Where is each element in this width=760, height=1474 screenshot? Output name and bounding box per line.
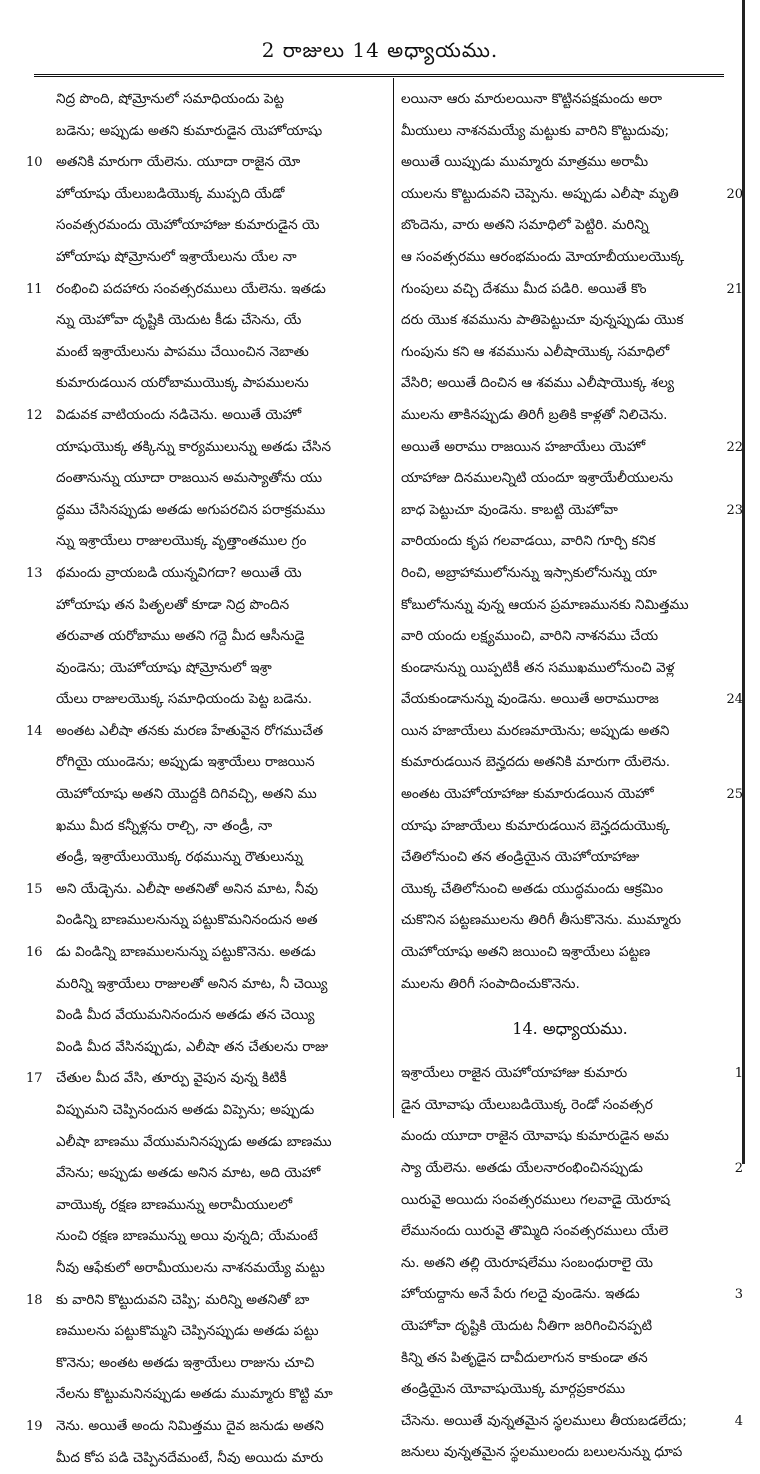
line-text: యెహోయాషు అతని జయించి ఇశ్రాయేలు పట్టణ	[401, 944, 651, 961]
line-text: నిద్ర పొంది, షోమ్రోనులో సమాధియందు పెట్ట	[56, 91, 285, 107]
line-text: ఆ సంవత్సరము ఆరంభమందు మోయాబీయులయొక్క	[401, 248, 685, 265]
line-text: బాధ పెట్టుచూ వుండెను. కాబట్టి యెహోవా	[401, 501, 618, 518]
line-text: నేలను కొట్టుమనినప్పుడు అతడు ముమ్మారు కొట్టి మా	[56, 1386, 333, 1403]
line-text: వుండెను; యెహోయాషు షోమ్రోనులో ఇశ్రా	[56, 659, 272, 676]
line-text: గుంపును కని ఆ శవమును ఎలీషాయొక్క సమాధిలో	[401, 343, 670, 360]
text-line	[26, 716, 392, 748]
text-line	[401, 874, 739, 906]
text-line	[36, 242, 392, 274]
line-text: హోయద్దాను అనే పేరు గలదై వుండెను. ఇతడు	[401, 1286, 640, 1303]
text-line	[401, 1121, 739, 1153]
text-line	[401, 811, 739, 843]
text-line	[26, 400, 392, 432]
text-line	[401, 1153, 743, 1185]
text-line	[36, 1379, 392, 1411]
text-line	[36, 969, 392, 1001]
line-text: దంతానున్ను యూదా రాజయిన అమస్యాతోను యు	[56, 470, 323, 487]
line-text: థమందు వ్రాయబడి యున్నవిగదా? అయితే యె	[56, 564, 302, 581]
line-text: విడువక వాటియందు నడిచెను. అయితే యెహో	[56, 406, 302, 423]
text-line	[36, 1348, 392, 1380]
text-line	[401, 1058, 743, 1090]
text-line	[26, 1063, 392, 1095]
text-line	[36, 1443, 392, 1474]
line-text: కుమారుడయిన యరోబాముయొక్క పాపములను	[56, 375, 309, 392]
text-line	[36, 747, 392, 779]
text-line	[36, 305, 392, 337]
line-text: అయితే అరాము రాజయిన హజాయేలు యెహో	[401, 438, 646, 455]
line-text: విండి మీద వేయుమనినందున అతడు తన చెయ్యి	[56, 1007, 315, 1024]
text-line	[36, 653, 392, 685]
line-text: యులను కొట్టుదువని చెప్పెను. అప్పుడు ఎలీషా మృతి	[401, 185, 679, 202]
verse-number: 22	[726, 439, 743, 455]
text-line	[401, 1216, 739, 1248]
line-text: డైన యోవాషు యేలుబడియొక్క రెండో సంవత్సర	[401, 1096, 653, 1113]
line-text: ఎలీషా బాణము వేయుమనినప్పుడు అతడు బాణము	[56, 1133, 332, 1150]
line-text: యొక్క చేతిలోనుంచి అతడు యుద్ధమందు ఆక్రమిం	[401, 880, 664, 897]
line-text: ఖము మీద కన్నీళ్లను రాల్చి, నా తండ్రీ, నా	[56, 817, 273, 834]
text-line	[26, 1411, 392, 1443]
line-text: వేయకుండానున్ను వుండెను. అయితే అరామురాజ	[401, 691, 659, 708]
line-text: హోయాషు షోమ్రోనులో ఇశ్రాయేలును యేల నా	[56, 248, 297, 265]
line-text: కుండానున్ను యిప్పటికీ తన సముఖములోనుంచి వెళ్ల	[401, 659, 675, 676]
text-line	[401, 526, 739, 558]
line-text: నీవు ఆఫేకులో అరామీయులను నాశనమయ్యే మట్టు	[56, 1259, 325, 1276]
text-line	[401, 305, 739, 337]
line-text: అంతట యెహోయాహాజు కుమారుడయిన యెహో	[401, 786, 654, 803]
text-line	[401, 1279, 743, 1311]
line-text: బడెను; అప్పుడు అతని కుమారుడైన యెహోయాషు	[56, 122, 323, 139]
text-line	[401, 179, 743, 211]
text-line	[401, 274, 743, 306]
line-text: లయినా ఆరు మారులయినా కొట్టినపక్షమందు అరా	[401, 91, 662, 107]
text-line	[401, 84, 739, 116]
text-line	[401, 1343, 739, 1375]
line-text: తండ్రియైన యోవాషుయొక్క మార్గప్రకారము	[401, 1381, 626, 1398]
text-line	[401, 210, 739, 242]
line-text: ద్ధము చేసినప్పుడు అతడు అగుపరచిన పరాక్రమము	[56, 501, 326, 518]
text-line	[401, 1248, 739, 1280]
line-text: మంటే ఇశ్రాయేలును పాపము చేయించిన నెబాతు	[56, 343, 309, 360]
text-line	[36, 590, 392, 622]
text-line	[401, 842, 739, 874]
text-line	[401, 1311, 739, 1343]
verse-number: 18	[26, 1292, 43, 1308]
line-text: వేసిరి; అయితే దించిన ఆ శవము ఎలీషాయొక్క శల్య	[401, 375, 675, 392]
line-text: సంవత్సరమందు యెహోయాహాజు కుమారుడైన యె	[56, 217, 320, 234]
text-line	[401, 590, 739, 622]
right-column-top	[401, 84, 743, 1000]
line-text: యిరువై అయిదు సంవత్సరములు గలవాడై యెరూష	[401, 1191, 671, 1208]
line-text: యిన హజాయేలు మరణమాయెను; అప్పుడు అతని	[401, 722, 670, 739]
line-text: వేసెను; అప్పుడు అతడు అనిన మాట, అది యెహో	[56, 1165, 321, 1182]
line-text: విండిన్ని బాణములనున్ను పట్టుకొమనినందున అత	[56, 912, 318, 929]
text-line	[401, 558, 739, 590]
line-text: లేమునందు యిరువై తొమ్మిది సంవత్సరములు యేలె	[401, 1223, 669, 1240]
text-line	[36, 210, 392, 242]
text-line	[26, 937, 392, 969]
line-text: రించి, అబ్రాహాములోనున్ను ఇస్సాకులోనున్ను యా	[401, 564, 657, 581]
text-line	[401, 716, 739, 748]
verse-number: 10	[26, 155, 43, 171]
text-line	[26, 147, 392, 179]
line-text: న్ను ఇశ్రాయేలు రాజులయొక్క వృత్తాంతముల గ్రం	[56, 533, 307, 550]
line-text: యాషుయొక్క తక్కిన్ను కార్యములున్ను అతడు చేసిన	[56, 438, 332, 455]
text-line	[36, 179, 392, 211]
header-rule	[34, 74, 724, 77]
line-text: యాషు హజాయేలు కుమారుడయిన బెన్హదదుయొక్క	[401, 817, 670, 834]
line-text: నుంచి రక్షణ బాణమున్ను అయి వున్నది; యేమంటే	[56, 1228, 318, 1245]
text-line	[401, 1437, 739, 1469]
line-text: డు విండిన్ని బాణములనున్ను పట్టుకొనెను. అతడు	[56, 944, 316, 961]
line-text: హోయాషు తన పితృలతో కూడా నిద్ర పొందిన	[56, 596, 290, 613]
text-line	[36, 1000, 392, 1032]
line-text: స్యా యేలెను. అతడు యేలనారంభించినప్పుడు	[401, 1160, 644, 1176]
verse-number: 1	[734, 1066, 743, 1082]
verse-number: 20	[726, 186, 743, 202]
line-text: మరిన్ని ఇశ్రాయేలు రాజులతో అనిన మాట, నీ చెయ్యి	[56, 975, 328, 992]
text-line	[36, 842, 392, 874]
right-column	[401, 84, 743, 1469]
text-line	[401, 969, 739, 1001]
line-text: కోబులోనున్ను వున్న ఆయన ప్రమాణమునకు నిమిత్తము	[401, 596, 689, 613]
line-text: ను. అతని తల్లి యెరూషలేము సంబంధురాలై యె	[401, 1254, 654, 1271]
verse-number: 4	[734, 1413, 743, 1429]
line-text: యాహాజు దినములన్నిటి యందూ ఇశ్రాయేలీయులను	[401, 470, 674, 487]
right-column-bottom	[401, 1058, 743, 1469]
text-line	[401, 1374, 739, 1406]
chapter-heading: 14. అధ్యాయము.	[512, 1019, 628, 1039]
text-line	[401, 242, 739, 274]
text-line	[401, 368, 739, 400]
line-text: కుమారుడయిన బెన్హదదు అతనికి మారుగా యేలెను.	[401, 754, 671, 771]
line-text: నెను. అయితే అందు నిమిత్తము దైవ జనుడు అతని	[56, 1417, 324, 1434]
verse-number: 3	[734, 1287, 743, 1303]
text-line	[36, 1221, 392, 1253]
verse-number: 23	[726, 502, 743, 518]
page-edge-shadow	[742, 0, 745, 1164]
left-column	[26, 84, 392, 1474]
verse-number: 11	[26, 281, 43, 297]
text-line	[401, 621, 739, 653]
text-line	[36, 1316, 392, 1348]
line-text: రంభించి పదహారు సంవత్సరములు యేలెను. ఇతడు	[56, 280, 326, 297]
verse-number: 12	[26, 407, 43, 423]
line-text: అయితే యిప్పుడు ముమ్మారు మాత్రము అరామీ	[401, 154, 649, 171]
text-line	[36, 116, 392, 148]
line-text: ణములను పట్టుకొమ్మని చెప్పినప్పుడు అతడు పట్టు	[56, 1323, 319, 1340]
line-text: చేతుల మీద వేసి, తూర్పు వైపున వున్న కిటికీ	[56, 1070, 287, 1087]
line-text: బొందెను, వారు అతని సమాధిలో పెట్టిరి. మరిన్ని	[401, 217, 649, 234]
line-text: చేతిలోనుంచి తన తండ్రియైన యెహోయాహాజు	[401, 849, 640, 866]
text-line	[36, 1032, 392, 1064]
text-line	[401, 495, 743, 527]
page-title: 2 రాజులు 14 అధ్యాయము.	[261, 38, 499, 62]
line-text: దరు యొక శవమును పాతిపెట్టుచూ వున్నప్పుడు యొక	[401, 312, 684, 329]
line-text: గుంపులు వచ్చి దేశము మీద పడిరి. అయితే కొం	[401, 280, 647, 297]
line-text: చుకొనిన పట్టణములను తిరిగీ తీసుకొనెను. ముమ్మారు	[401, 912, 682, 929]
line-text: అంతట ఎలీషా తనకు మరణ హేతువైన రోగముచేత	[56, 722, 324, 739]
text-line	[36, 1190, 392, 1222]
verse-number: 14	[26, 723, 43, 739]
text-line	[36, 526, 392, 558]
text-line	[401, 432, 743, 464]
text-line	[36, 1127, 392, 1159]
line-text: యేలు రాజులయొక్క సమాధియందు పెట్ట బడెను.	[56, 691, 313, 708]
line-text: చేసెను. అయితే వున్నతమైన స్థలములు తీయబడలేదు;	[401, 1412, 687, 1429]
line-text: తరువాత యరోబాము అతని గద్దె మీద ఆసీనుడై	[56, 628, 305, 645]
text-line	[36, 432, 392, 464]
text-line	[401, 337, 739, 369]
text-line	[401, 116, 739, 148]
text-line	[401, 1185, 739, 1217]
text-line	[36, 1253, 392, 1285]
line-text: వారియందు కృప గలవాడయి, వారిని గూర్చి కనిక	[401, 533, 656, 550]
verse-number: 2	[734, 1161, 743, 1176]
verse-number: 16	[26, 945, 43, 961]
text-line	[401, 1406, 743, 1438]
line-text: మీయులు నాశనమయ్యే మట్టుకు వారిని కొట్టుదువు;	[401, 122, 670, 139]
text-line	[401, 400, 739, 432]
text-line	[401, 653, 739, 685]
text-line	[26, 1285, 392, 1317]
line-text: కిన్ని తన పితృడైన దావీదులాగున కాకుండా తన	[401, 1349, 648, 1366]
text-line	[36, 368, 392, 400]
line-text: ఇశ్రాయేలు రాజైన యెహోయాహాజు కుమారు	[401, 1065, 628, 1082]
line-text: కొనెను; అంతట అతడు ఇశ్రాయేలు రాజును చూచి	[56, 1354, 315, 1371]
line-text: విండి మీద వేసినప్పుడు, ఎలీషా తన చేతులను రాజు	[56, 1038, 329, 1055]
line-text: కు వారిని కొట్టుదువని చెప్పి; మరిన్ని అతనితో బా	[56, 1291, 310, 1308]
line-text: మీద కోప పడి చెప్పినదేమంటే, నీవు అయిదు మారు	[56, 1449, 324, 1466]
text-line	[36, 1095, 392, 1127]
verse-number: 17	[26, 1071, 43, 1087]
line-text: ములను తాకినప్పుడు తిరిగీ బ్రతికి కాళ్లతో నిలిచెను.	[401, 406, 668, 423]
verse-number: 24	[726, 692, 743, 708]
text-line	[401, 463, 739, 495]
line-text: రోగియై యుండెను; అప్పుడు ఇశ్రాయేలు రాజయిన	[56, 754, 315, 771]
line-text: యెహోవా దృష్టికి యెదుట నీతిగా జరిగించినప్పటి	[401, 1317, 653, 1334]
verse-number: 19	[26, 1418, 43, 1434]
text-line	[36, 495, 392, 527]
line-text: ములను తిరిగీ సంపాదించుకొనెను.	[401, 975, 580, 992]
line-text: అతనికి మారుగా యేలెను. యూదా రాజైన యో	[56, 154, 301, 171]
text-line	[26, 274, 392, 306]
line-text: జనులు వున్నతమైన స్థలములందు బలులనున్ను ధూప	[401, 1444, 683, 1461]
verse-number: 25	[726, 787, 743, 803]
text-line	[401, 1090, 739, 1122]
line-text: హోయాషు యేలుబడియొక్క ముప్పది యేడో	[56, 185, 285, 202]
line-text: యెహోయాషు అతని యొద్దకి దిగివచ్చి, అతని ము	[56, 786, 317, 803]
text-line	[36, 84, 392, 116]
text-line	[36, 1158, 392, 1190]
text-line	[401, 905, 739, 937]
text-line	[36, 779, 392, 811]
verse-number: 13	[26, 565, 43, 581]
line-text: మందు యూదా రాజైన యోవాషు కుమారుడైన అమ	[401, 1128, 669, 1145]
text-line	[36, 621, 392, 653]
line-text: న్ను యెహోవా దృష్టికి యెదుట కీడు చేసెను, యే	[56, 312, 302, 329]
text-line	[36, 684, 392, 716]
line-text: వాయొక్క రక్షణ బాణమున్ను అరామీయులలో	[56, 1196, 293, 1213]
text-line	[401, 779, 743, 811]
text-line	[26, 874, 392, 906]
text-line	[36, 337, 392, 369]
text-line	[401, 937, 739, 969]
text-line	[36, 811, 392, 843]
text-line	[36, 463, 392, 495]
text-line	[401, 684, 743, 716]
line-text: విప్పుమని చెప్పినందున అతడు విప్పెను; అప్పుడు	[56, 1102, 315, 1118]
verse-number: 21	[726, 281, 743, 297]
line-text: తండ్రీ, ఇశ్రాయేలుయొక్క రథమున్ను రౌతులున్ను	[56, 849, 303, 866]
line-text: వారి యందు లక్ష్యముంచి, వారిని నాశనము చేయ	[401, 628, 659, 645]
verse-number: 15	[26, 881, 43, 897]
column-divider	[393, 78, 394, 1118]
text-line	[36, 905, 392, 937]
text-line	[26, 558, 392, 590]
text-line	[401, 747, 739, 779]
text-line	[401, 147, 739, 179]
line-text: అని యేడ్చెను. ఎలీషా అతనితో అనిన మాట, నీవు	[56, 880, 319, 897]
